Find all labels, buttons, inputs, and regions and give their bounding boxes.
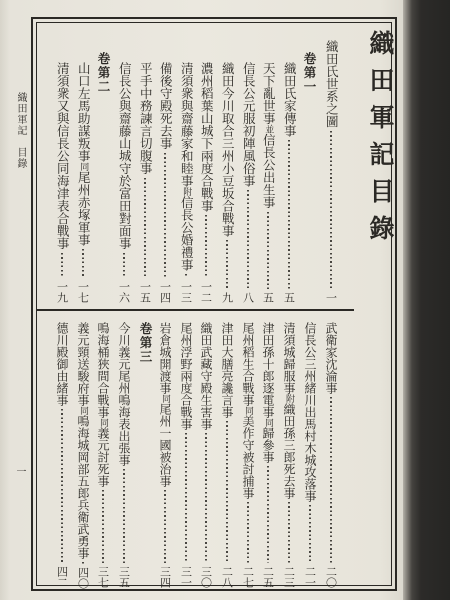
toc-title: 織田軍記目錄 (366, 30, 395, 252)
dot-leader (288, 502, 290, 563)
dot-leader (330, 397, 332, 563)
dot-leader (164, 153, 166, 279)
toc-entry-page: 五 (261, 292, 275, 303)
toc-entry-title (77, 62, 90, 246)
dot-leader (102, 490, 104, 563)
toc-entry-title (159, 62, 172, 150)
toc-entry (74, 62, 92, 303)
toc-entry-title (283, 322, 295, 499)
toc-entry-page: 一 (324, 292, 338, 303)
dot-leader (82, 562, 84, 564)
toc-entry-title-text: 美作守被討捕事 (241, 415, 255, 499)
toc-entry-title-text: 清須衆與齋藤家和睦事 (179, 62, 195, 187)
toc-entry-title-text: 信長公三州緒川出馬村木城攻落事 (303, 322, 317, 502)
toc-entry-title (221, 62, 234, 237)
dot-leader (123, 469, 125, 563)
toc-entry-page: 一二 (199, 281, 213, 303)
toc-entry-title (77, 322, 89, 559)
toc-entry (322, 322, 340, 588)
dot-leader (226, 421, 228, 563)
toc-entry-page: 三四 (158, 566, 172, 588)
toc-entry (177, 322, 195, 588)
dot-leader (61, 409, 63, 563)
toc-entry-page: 二一 (303, 566, 317, 588)
toc-entry-page: 九 (220, 292, 234, 303)
dot-leader (185, 274, 187, 278)
toc-entry (53, 62, 71, 303)
toc-entry-title-text: 織田氏世系之圖 (324, 40, 340, 128)
toc-entry (280, 322, 298, 588)
toc-entry-title (118, 62, 131, 250)
toc-entry (177, 62, 195, 303)
toc-entry-title (159, 322, 171, 487)
toc-entry-title (242, 322, 254, 499)
dot-leader (226, 240, 228, 289)
toc-entry-title (200, 322, 212, 430)
dot-leader (288, 140, 290, 289)
toc-entry-title-text: 武衛家沈淪事 (324, 322, 338, 394)
volume-heading: 卷第二 (96, 52, 111, 94)
toc-entry-page: 二八 (220, 566, 234, 588)
toc-entry-page: 三七 (96, 566, 110, 588)
toc-entry-page: 一六 (117, 281, 131, 303)
toc-entry (218, 322, 236, 588)
dot-leader (247, 502, 249, 563)
dot-leader (164, 490, 166, 563)
dot-leader (144, 178, 146, 279)
toc-entry-title-annotation: 並 (263, 124, 274, 134)
toc-entry-title-annotation: 附 (181, 187, 192, 196)
toc-entry-page: 二〇 (324, 566, 338, 588)
toc-entry-title-annotation: 同 (98, 418, 108, 427)
toc-entry-title (262, 322, 274, 463)
toc-entry (156, 62, 174, 303)
dot-leader (247, 190, 249, 289)
toc-entry (115, 322, 133, 588)
toc-entry-title-text: 鳴海桶狹間合戰事 (96, 322, 110, 418)
toc-entry (94, 322, 112, 588)
toc-entry-title-annotation: 同 (263, 418, 273, 427)
toc-entry (259, 62, 277, 303)
toc-entry-page: 三一 (179, 566, 193, 588)
toc-entry-title-text: 尾州稻生合戰事 (241, 322, 255, 406)
toc-entry-title-text: 信長公出生事 (261, 133, 277, 209)
toc-entry-page: 二七 (241, 566, 255, 588)
toc-entry-title-text: 尾州一國被治事 (158, 403, 172, 487)
toc-entry-page: 八 (241, 292, 255, 303)
toc-entry-title-text: 濃州稻葉山城下兩度合戰事 (199, 62, 215, 212)
dot-leader (267, 212, 269, 290)
dot-leader (82, 249, 84, 278)
toc-entry-page: 一七 (76, 281, 90, 303)
toc-entry-title (325, 322, 337, 394)
toc-entry-title (56, 322, 68, 406)
toc-entry-page: 二五 (261, 566, 275, 588)
toc-entry-title-annotation: 同 (160, 394, 170, 403)
page-number: 一 (14, 466, 25, 476)
toc-entry-title-text: 信長公婚禮事 (179, 196, 195, 271)
dot-leader (185, 433, 187, 563)
book-spine-shadow (403, 0, 450, 600)
toc-entry (239, 322, 257, 588)
toc-entry-title-text: 織田氏家傳事 (282, 62, 298, 137)
toc-entry (239, 62, 257, 303)
toc-entry (115, 62, 133, 303)
toc-entry-title-text: 德川殿御由緒事 (55, 322, 69, 406)
toc-entry-title-text: 天下亂世事 (261, 62, 277, 125)
toc-entry-page: 四二 (55, 566, 69, 588)
toc-entry-title-text: 津田孫十郎逐電事 (261, 322, 275, 418)
running-head: 織田軍記 目錄 (15, 92, 26, 169)
toc-entry-page: 一九 (55, 281, 69, 303)
dot-leader (123, 253, 125, 279)
toc-entry-page: 三〇 (199, 566, 213, 588)
toc-entry-title (118, 322, 130, 466)
dot-leader (267, 466, 269, 563)
toc-entry-title (97, 322, 109, 487)
toc-entry-title-text: 岩倉城開渡事 (158, 322, 172, 394)
toc-entry-title (325, 40, 338, 128)
toc-entry-title (200, 62, 213, 212)
toc-entry-title (304, 322, 316, 502)
toc-entry-title (56, 62, 69, 250)
toc-entry-title-text: 尾州赤塚軍事 (76, 171, 92, 246)
toc-entry-page: 一三 (179, 281, 193, 303)
toc-entry-title-text: 義元頸送駿府事 (76, 322, 90, 406)
toc-entry-page: 二三 (282, 566, 296, 588)
toc-entry (322, 40, 340, 303)
volume-heading: 卷第一 (302, 52, 317, 94)
toc-entry-title (180, 62, 193, 271)
toc-entry-title-text: 織田今川取合三州小豆坂合戰事 (220, 62, 236, 237)
dot-leader (61, 253, 63, 279)
toc-entry (74, 322, 92, 588)
toc-entry-title-text: 織田孫三郎死去事 (282, 403, 296, 499)
toc-entry (218, 62, 236, 303)
toc-entry-title-text: 今川義元尾州鳴海表出張事 (117, 322, 131, 466)
toc-entry-title-annotation: 同 (78, 406, 88, 415)
toc-entry-page: 一五 (138, 281, 152, 303)
toc-entry-title-text: 義元討死事 (96, 427, 110, 487)
toc-entry-page: 三五 (117, 566, 131, 588)
toc-entry (136, 62, 154, 303)
toc-entry-title (283, 62, 296, 137)
toc-entry-title-text: 津田大膳亮讒言事 (220, 322, 234, 418)
toc-entry (197, 62, 215, 303)
volume-heading: 卷第三 (138, 322, 153, 364)
toc-entry-title-text: 鳴海城岡部五郎兵衛武勇事 (76, 415, 90, 559)
toc-entry-page: 五 (282, 292, 296, 303)
toc-entry-title-text: 信長公元服初陣風俗事 (241, 62, 257, 187)
toc-entry (156, 322, 174, 588)
toc-entry-title-text: 信長公與齋藤山城守於富田對面事 (117, 62, 133, 250)
dot-leader (205, 433, 207, 563)
dot-leader (205, 215, 207, 278)
toc-entry-title-text: 歸參事 (261, 427, 275, 463)
toc-entry-title (180, 322, 192, 430)
toc-entry-page: 四〇 (76, 567, 90, 589)
toc-entry-title-annotation: 同 (78, 162, 89, 171)
dot-leader (309, 505, 311, 563)
toc-entry-title-annotation: 同 (243, 406, 253, 415)
toc-entry-page: 一四 (158, 281, 172, 303)
toc-entry-title-text: 織田武藏守殿生害事 (199, 322, 213, 430)
toc-entry-title (139, 62, 152, 175)
toc-entry-title-text: 平手中務諫言切腹事 (138, 62, 154, 175)
toc-entry-title-annotation: 附 (284, 394, 294, 403)
toc-entry-title-text: 清須城歸服事 (282, 322, 296, 394)
toc-entry (197, 322, 215, 588)
toc-entry-title (262, 62, 275, 209)
toc-entry (280, 62, 298, 303)
dot-leader (330, 131, 332, 290)
toc-entry-title (242, 62, 255, 187)
toc-entry (53, 322, 71, 588)
toc-entry-title-text: 山口左馬助謀叛事 (76, 62, 92, 162)
toc-entry-title-text: 備後守殿死去事 (158, 62, 174, 150)
toc-entry-title (221, 322, 233, 418)
toc-entry-title-text: 清須衆又與信長公同海津表合戰事 (55, 62, 71, 250)
toc-entry-title-text: 尾州浮野兩度合戰事 (179, 322, 193, 430)
toc-entry (301, 322, 319, 588)
toc-entry (259, 322, 277, 588)
